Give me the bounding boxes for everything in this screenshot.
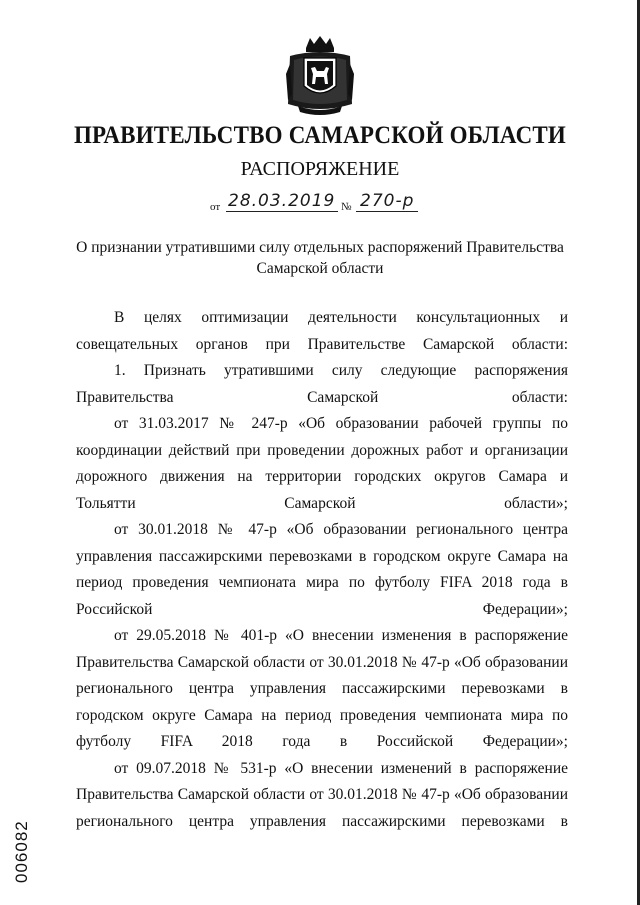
number-underline: [356, 211, 418, 212]
date-number-line: [210, 193, 430, 219]
government-title: ПРАВИТЕЛЬСТВО САМАРСКОЙ ОБЛАСТИ: [73, 120, 567, 149]
handwritten-date: 28.03.2019: [228, 191, 336, 211]
paragraph: В целях оптимизации деятельности консультационных и совещательных органов при Правительстве Самарской области:: [76, 309, 568, 353]
paragraph: 1. Признать утратившими силу следующие распоряжения Правительства Самарской области:: [76, 362, 568, 406]
paragraph: от 31.03.2017 № 247-р «Об образовании рабочей группы по координации действий при проведении дорожных работ и организации дорожного движения на территории городских округов Самара и Тольятти Самарской области»;: [76, 415, 568, 512]
handwritten-number: 270-р: [360, 191, 415, 211]
paragraph: от 09.07.2018 № 531-р «О внесении изменений в распоряжение Правительства Самарской области от 30.01.2018 № 47-р «Об образовании регионального центра управления пассажирскими перевозками в: [76, 759, 568, 830]
side-serial-number: 006082: [12, 820, 31, 883]
date-underline: [226, 211, 338, 212]
document-type-title: РАСПОРЯЖЕНИЕ: [240, 158, 400, 180]
paragraph: от 30.01.2018 № 47-р «Об образовании регионального центра управления пассажирскими перевозками в городском округе Самара на период проведения чемпионата мира по футболу FIFA 2018 года в Российской Федерации»;: [76, 521, 568, 618]
coat-of-arms-icon: [284, 34, 356, 116]
number-prefix: №: [341, 201, 352, 213]
date-prefix: от: [210, 201, 221, 213]
paragraph: от 29.05.2018 № 401-р «О внесении изменения в распоряжение Правительства Самарской области от 30.01.2018 № 47-р «Об образовании регионального центра управления пассажирскими перевозками в городском округе Самара на период проведения чемпионата мира по футболу FIFA 2018 года в Российской Федерации»;: [76, 627, 568, 750]
document-body: [76, 305, 568, 835]
document-subject: О признании утратившими силу отдельных распоряжений Правительства Самарской области: [76, 239, 564, 277]
